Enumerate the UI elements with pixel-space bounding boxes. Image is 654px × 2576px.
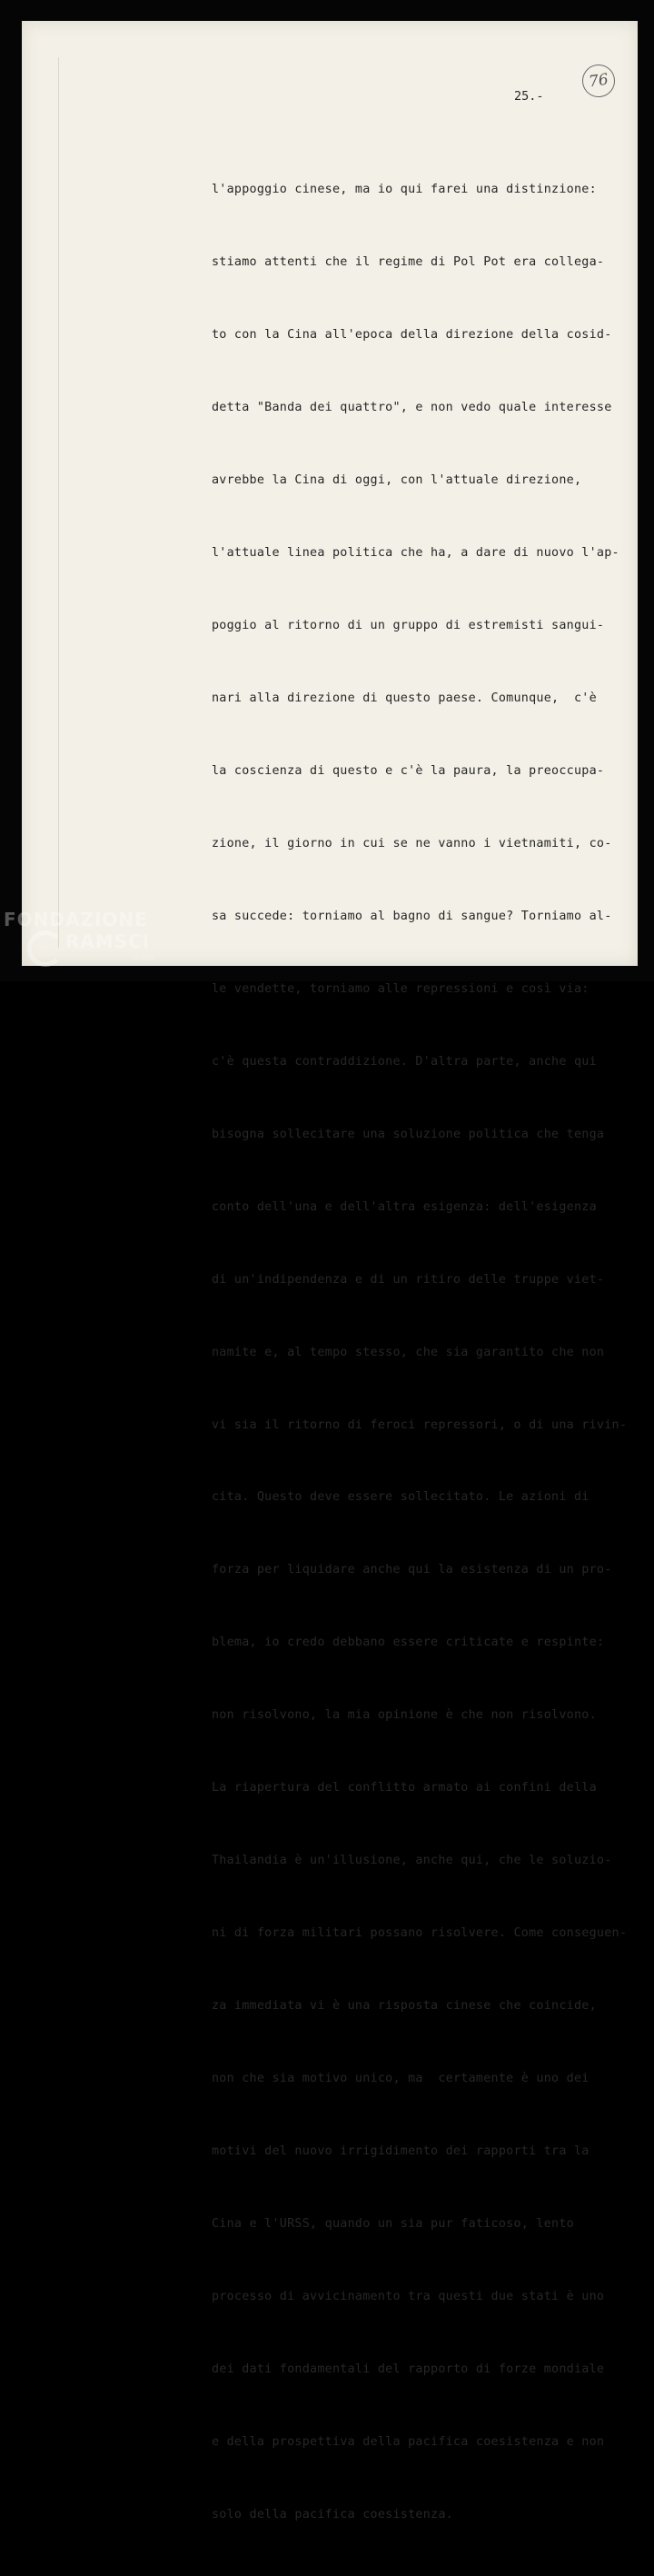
text-line: conto dell'una e dell'altra esigenza: dell'esigenza — [212, 1199, 597, 1214]
watermark-g-logo-icon — [27, 930, 64, 967]
text-line: forza per liquidare anche qui la esistenza di un pro- — [212, 1563, 612, 1577]
text-line: e della prospettiva della pacifica coesistenza e non — [212, 2434, 605, 2449]
document-body — [212, 130, 627, 2576]
watermark-suffix: onlus — [133, 954, 155, 963]
paper-sheet — [22, 21, 638, 2521]
text-line: namite e, al tempo stesso, che sia garantito che non — [212, 1345, 605, 1359]
text-line: l'appoggio cinese, ma io qui farei una distinzione: — [212, 183, 597, 197]
text-line: l'attuale linea politica che ha, a dare di nuovo l'ap- — [212, 546, 619, 561]
watermark-line2: RAMSCI — [65, 930, 151, 952]
text-line: bisogna sollecitare una soluzione politica che tenga — [212, 1127, 605, 1141]
text-line: processo di avvicinamento tra questi due stati è uno — [212, 2289, 605, 2303]
text-line: nari alla direzione di questo paese. Comunque, c'è — [212, 691, 597, 705]
text-line: ni di forza militari possano risolvere. Come conseguen- — [212, 1926, 628, 1941]
text-line: solo della pacifica coesistenza. — [212, 2507, 453, 2521]
text-line: di un'indipendenza e di un ritiro delle truppe viet- — [212, 1272, 605, 1287]
text-line: vi sia il ritorno di feroci repressori, o di una rivin- — [212, 1417, 628, 1432]
text-line: poggio al ritorno di un gruppo di estremisti sangui- — [212, 619, 605, 633]
fondazione-gramsci-watermark — [4, 909, 185, 981]
watermark-line1: FONDAZIONE — [4, 909, 148, 930]
text-line: Thailandia è un'illusione, anche qui, che le soluzio- — [212, 1854, 612, 1868]
text-line: detta "Banda dei quattro", e non vedo quale interesse — [212, 401, 612, 415]
text-line: la coscienza di questo e c'è la paura, la preoccupa- — [212, 763, 605, 778]
text-line: zione, il giorno in cui se ne vanno i vietnamiti, co- — [212, 836, 612, 850]
text-line: le vendette, torniamo alle repressioni e così via: — [212, 981, 590, 996]
text-line: c'è questa contraddizione. D'altra parte, anche qui — [212, 1054, 597, 1069]
text-line: to con la Cina all'epoca della direzione della cosid- — [212, 328, 612, 343]
text-line: Cina e l'URSS, quando un sia pur faticoso, lento — [212, 2217, 574, 2231]
text-line: non risolvono, la mia opinione è che non risolvono. — [212, 1708, 597, 1723]
text-line: non che sia motivo unico, ma certamente è uno dei — [212, 2072, 590, 2086]
text-line: cita. Questo deve essere sollecitato. Le azioni di — [212, 1490, 590, 1505]
text-line: blema, io credo debbano essere criticate e respinte: — [212, 1636, 605, 1650]
text-line: avrebbe la Cina di oggi, con l'attuale direzione, — [212, 473, 582, 488]
paper-fold-line — [58, 57, 59, 948]
folio-stamp: 76 — [580, 63, 618, 100]
text-line: stiamo attenti che il regime di Pol Pot era collega- — [212, 255, 605, 270]
page-number: 25.- — [514, 89, 544, 104]
text-line: motivi del nuovo irrigidimento dei rapporti tra la — [212, 2144, 590, 2159]
text-line: dei dati fondamentali del rapporto di forze mondiale — [212, 2362, 605, 2376]
text-line: La riapertura del conflitto armato ai confini della — [212, 1781, 597, 1795]
text-line: za immediata vi è una risposta cinese che coincide, — [212, 1999, 597, 2014]
text-line: sa succede: torniamo al bagno di sangue? Torniamo al- — [212, 909, 612, 923]
